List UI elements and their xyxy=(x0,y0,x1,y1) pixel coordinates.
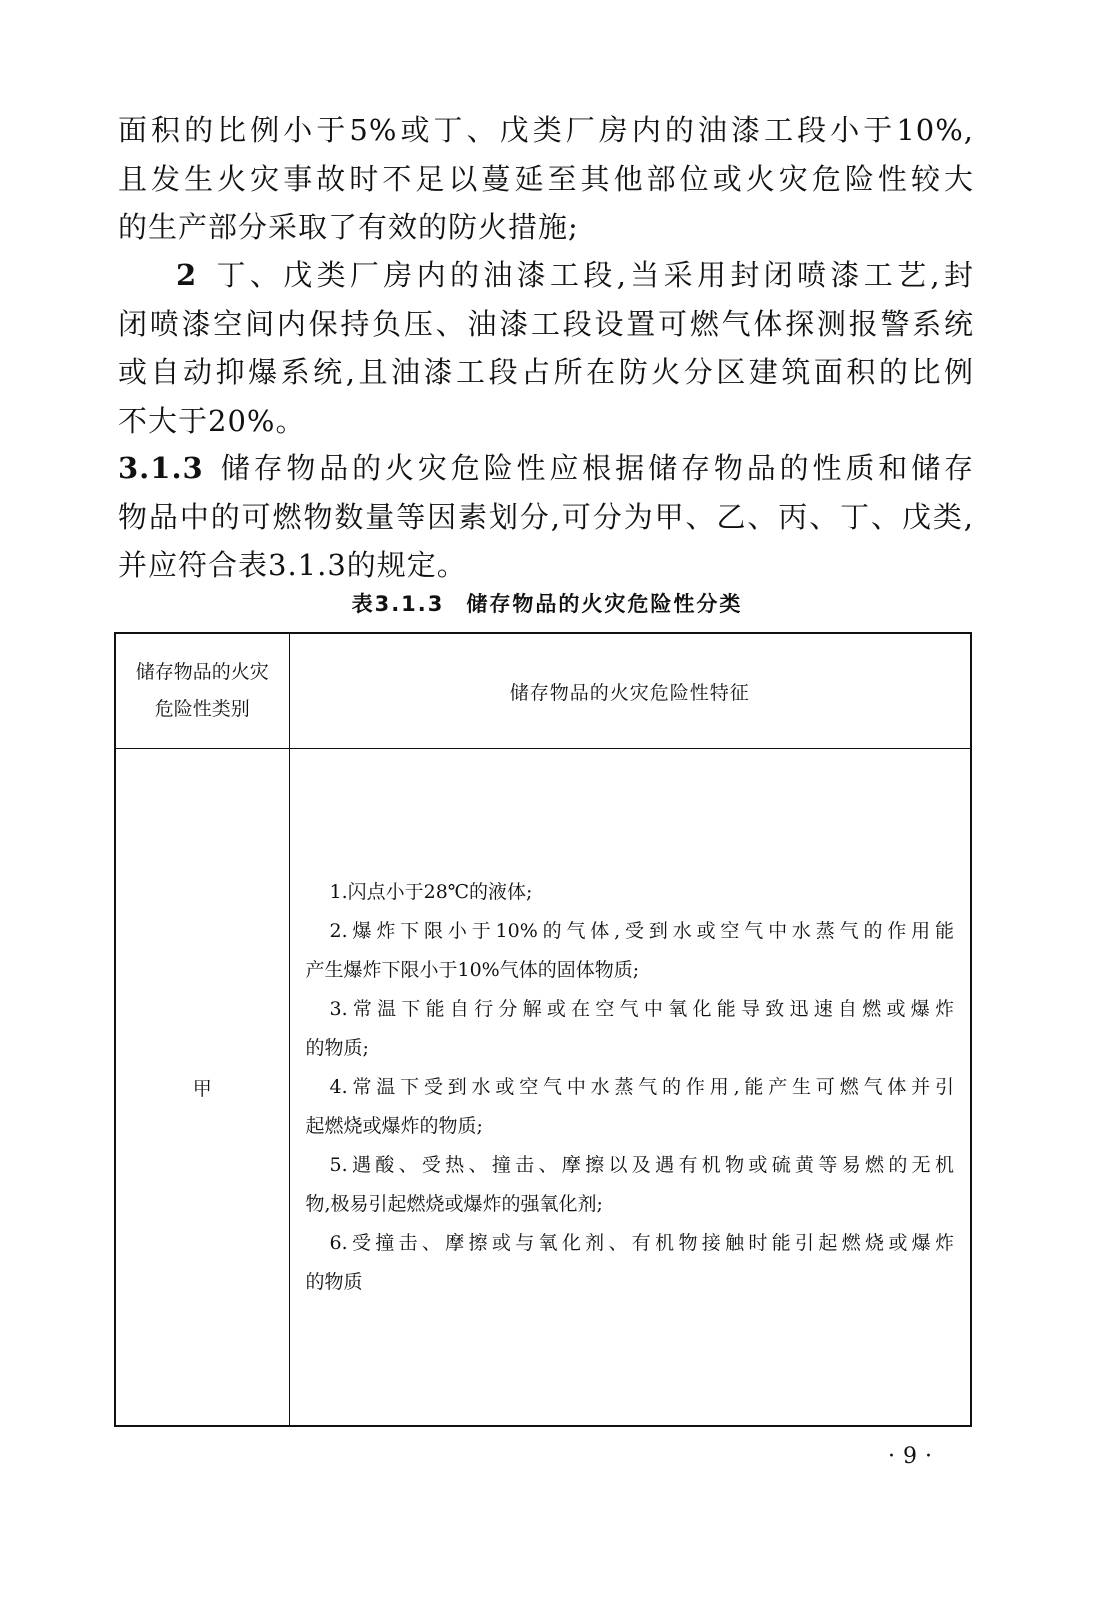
clause-number: 3.1.3 xyxy=(118,451,204,485)
table-header-row xyxy=(115,633,971,749)
features-cell xyxy=(289,749,971,1427)
hazard-classification-table xyxy=(114,632,972,1427)
feature-line: 物,极易引起燃烧或爆炸的强氧化剂; xyxy=(305,1192,603,1215)
item-number: 2 xyxy=(176,258,198,292)
table-number: 表3.1.3 xyxy=(351,592,445,616)
feature-line: 4.常温下受到水或空气中水蒸气的作用,能产生可燃气体并引 xyxy=(329,1075,954,1098)
paragraph-continuation xyxy=(118,106,974,252)
feature-line: 1.闪点小于28℃的液体; xyxy=(329,880,533,903)
feature-line: 6.受撞击、摩擦或与氧化剂、有机物接触时能引起燃烧或爆炸 xyxy=(329,1231,954,1254)
table-caption: 储存物品的火灾危险性分类 xyxy=(466,592,743,616)
feature-line: 起燃烧或爆炸的物质; xyxy=(305,1114,483,1137)
feature-line: 3.常温下能自行分解或在空气中氧化能导致迅速自燃或爆炸 xyxy=(329,997,954,1020)
text-line: 物品中的可燃物数量等因素划分,可分为甲、乙、丙、丁、戊类, xyxy=(118,499,974,534)
paragraph-item-2 xyxy=(118,251,974,445)
category-cell: 甲 xyxy=(115,749,289,1427)
table-title xyxy=(0,588,1094,618)
feature-line: 的物质; xyxy=(305,1036,369,1059)
feature-line: 2.爆炸下限小于10%的气体,受到水或空气中水蒸气的作用能 xyxy=(329,919,954,942)
text-line xyxy=(118,251,974,300)
text-line: 面积的比例小于5%或丁、戊类厂房内的油漆工段小于10%, xyxy=(118,113,974,147)
header-category xyxy=(115,633,289,749)
text-line: 不大于20%。 xyxy=(118,403,306,438)
text-line: 闭喷漆空间内保持负压、油漆工段设置可燃气体探测报警系统 xyxy=(118,306,974,341)
feature-line: 产生爆炸下限小于10%气体的固体物质; xyxy=(305,958,640,981)
header-features: 储存物品的火灾危险性特征 xyxy=(289,633,971,749)
text-line-content: 丁、戊类厂房内的油漆工段,当采用封闭喷漆工艺,封 xyxy=(213,258,974,292)
page-number: ·9· xyxy=(888,1444,940,1469)
header-category-line: 危险性类别 xyxy=(154,698,250,720)
text-line-content: 储存物品的火灾危险性应根据储存物品的性质和储存 xyxy=(217,451,974,485)
text-line: 的生产部分采取了有效的防火措施; xyxy=(118,210,579,244)
text-line: 且发生火灾事故时不足以蔓延至其他部位或火灾危险性较大 xyxy=(118,161,974,196)
feature-line: 的物质 xyxy=(305,1270,363,1293)
text-line xyxy=(118,444,974,493)
text-line: 并应符合表3.1.3的规定。 xyxy=(118,548,467,582)
feature-line: 5.遇酸、受热、撞击、摩擦以及遇有机物或硫黄等易燃的无机 xyxy=(329,1153,954,1176)
clause-3-1-3 xyxy=(118,444,974,590)
table-row xyxy=(115,749,971,1427)
header-category-line: 储存物品的火灾 xyxy=(135,661,269,683)
text-line: 或自动抑爆系统,且油漆工段占所在防火分区建筑面积的比例 xyxy=(118,355,974,389)
